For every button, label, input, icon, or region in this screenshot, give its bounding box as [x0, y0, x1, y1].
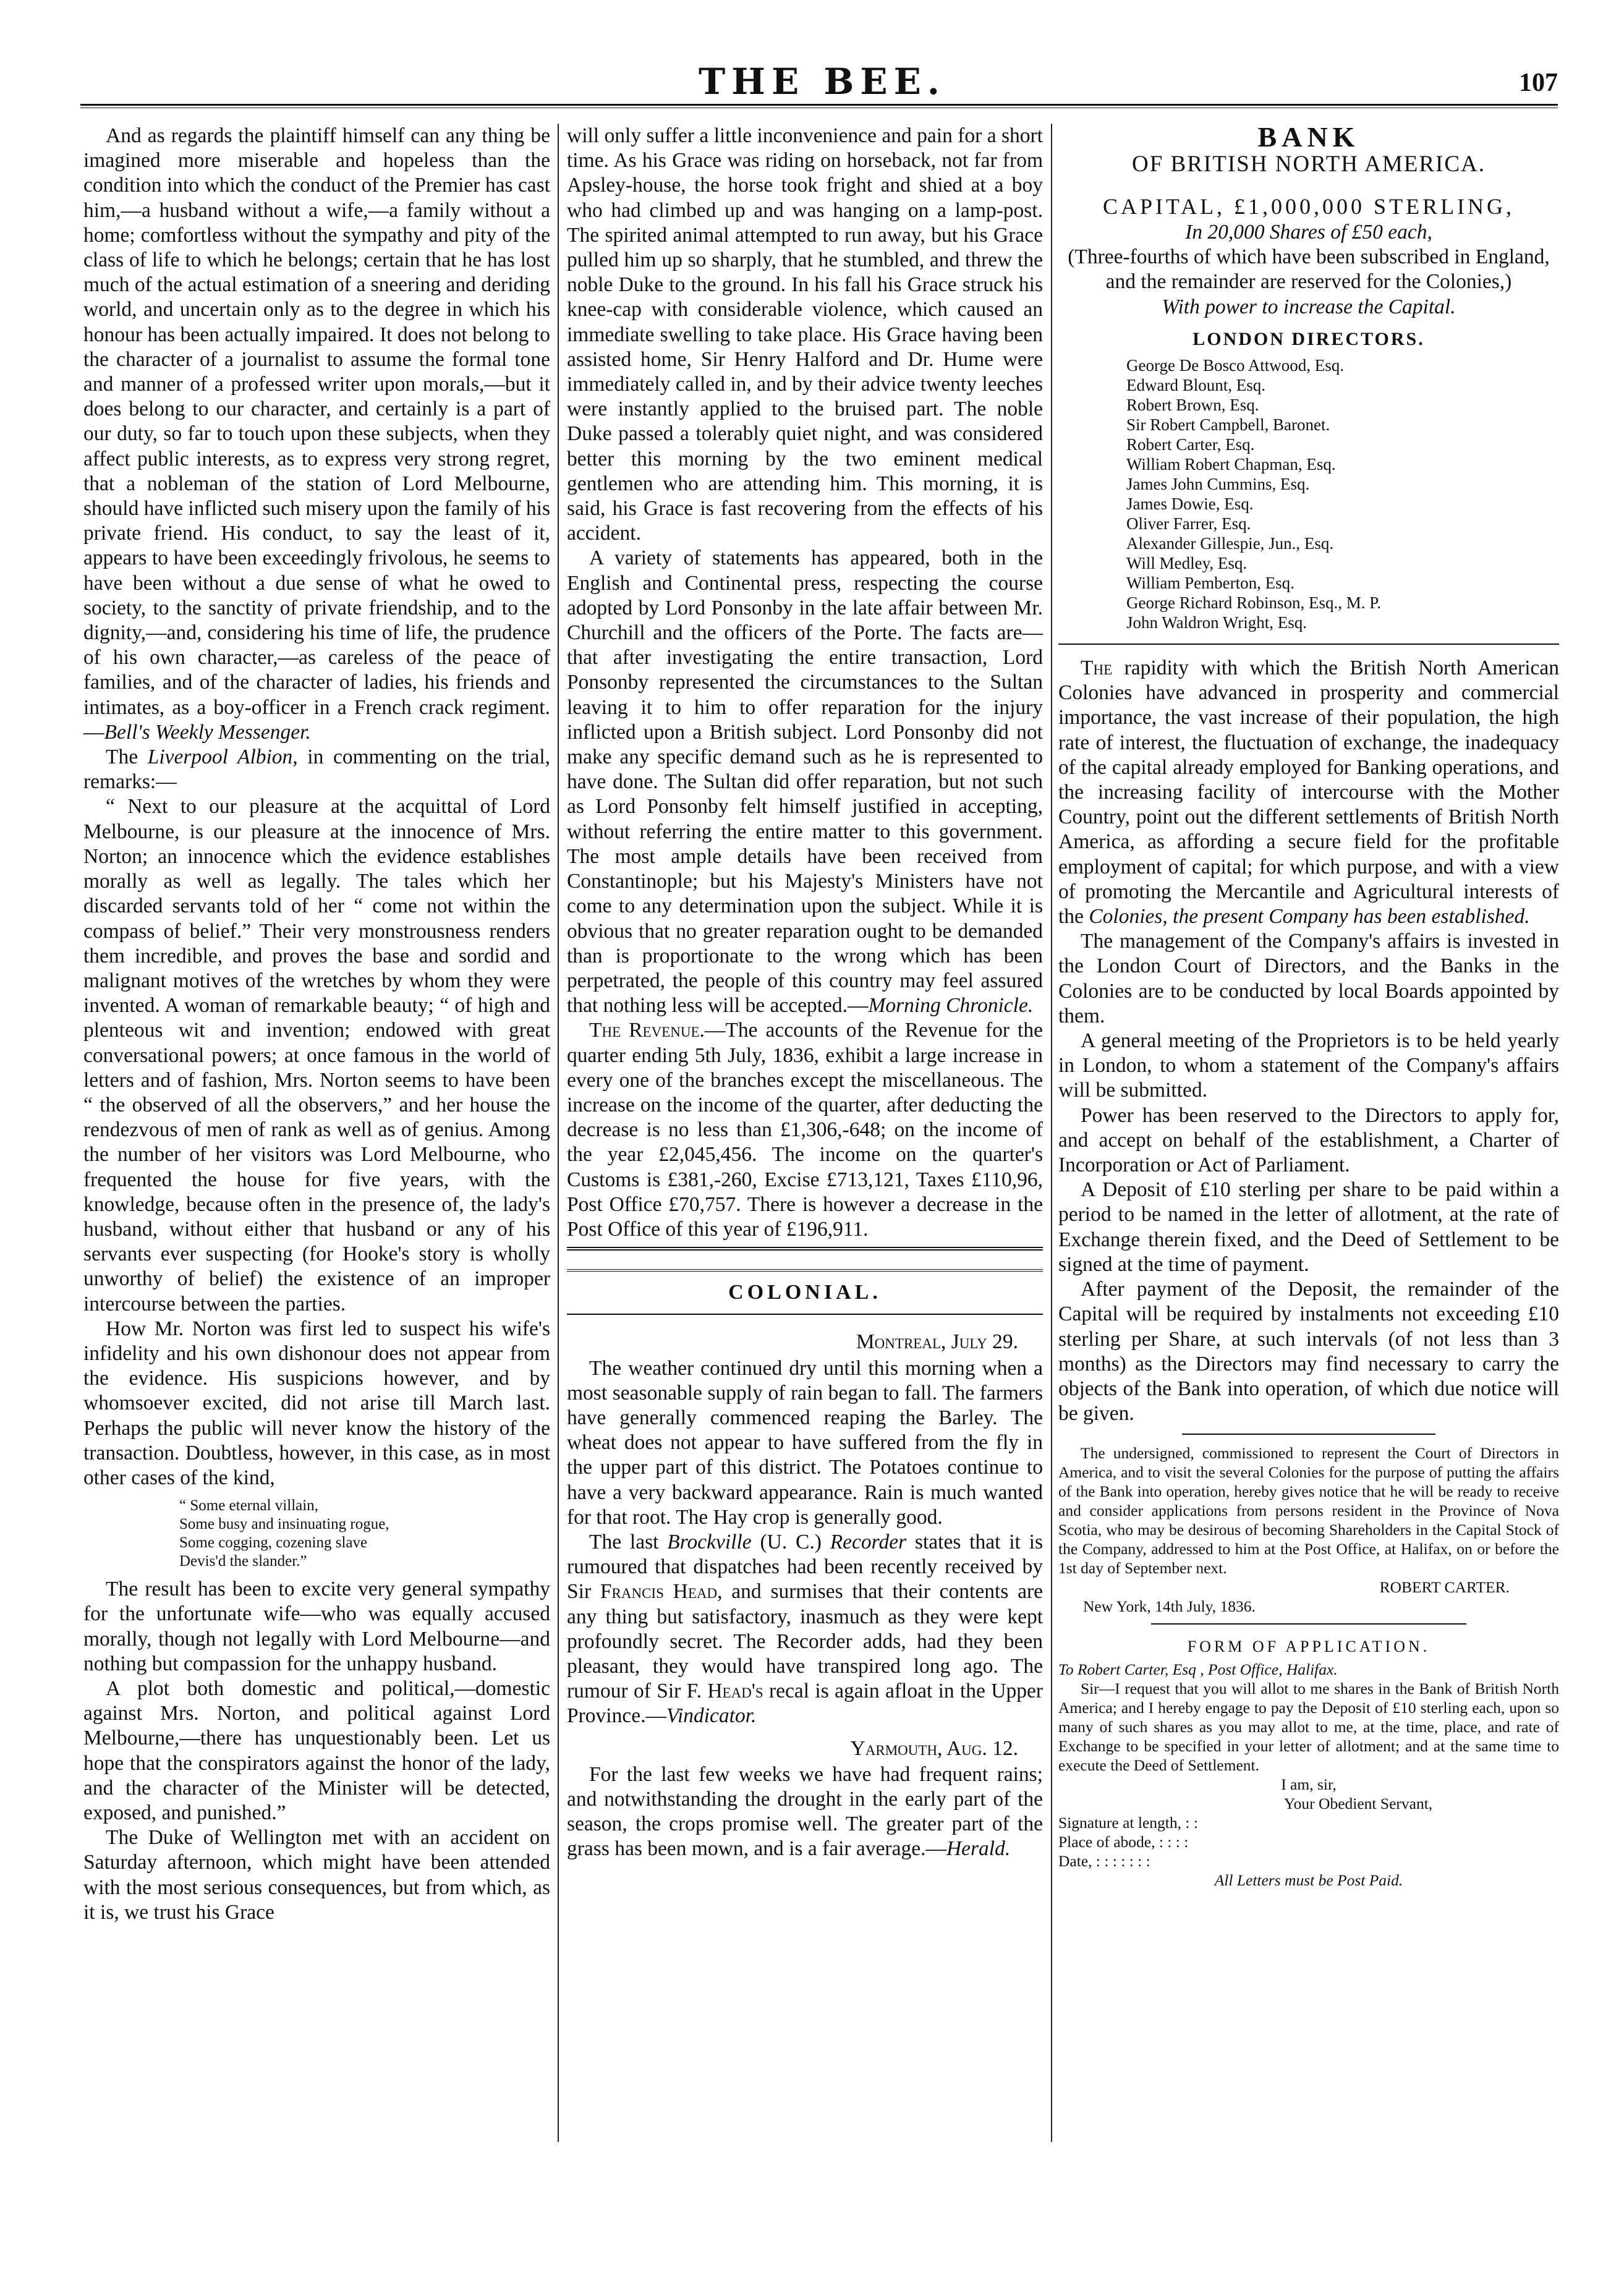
dateline: Montreal, July 29. [856, 1330, 1018, 1354]
divider [1182, 1434, 1435, 1435]
paragraph-text: For the last few weeks we have had frequent rains; and notwithstanding the drought in the early part of the season, the crops promise well. The greater part of the grass has been mown, and is a fair average.— [567, 1762, 1043, 1861]
publication-name: Recorder [830, 1530, 907, 1553]
verse-line: “ Some eternal villain, [179, 1497, 318, 1515]
paragraph-text: , and surmises that their contents are any thing but satisfactory, inasmuch as they were kept profoundly secret. The Recorder adds, had they been pleasant, they would have transpired long ago. The rumour of Sir F. [567, 1580, 1043, 1703]
shares-note: (Three-fourths of which have been subscribed in England, and the remainder are reserved for the Colonies,) [1068, 245, 1550, 294]
article-paragraph [83, 745, 550, 794]
article-paragraph [83, 124, 550, 745]
form-footer: All Letters must be Post Paid. [1214, 1871, 1403, 1890]
form-heading: FORM OF APPLICATION. [1187, 1638, 1431, 1656]
director-name: George De Bosco Attwood, Esq. [1126, 356, 1344, 375]
article-paragraph: Power has been reserved to the Directors to apply for, and accept on behalf of the establishment, a Charter of Incorporation or Act of Parliament. [1058, 1103, 1559, 1177]
divider [1058, 644, 1559, 645]
masthead [80, 61, 1564, 104]
article-paragraph: A general meeting of the Proprietors is to be held yearly in London, to whom a statement of the Company's affairs will be submitted. [1058, 1029, 1559, 1102]
director-name: Robert Carter, Esq. [1126, 435, 1255, 454]
paragraph-text: , in commenting on the trial, remarks:— [83, 746, 550, 794]
item-heading: The Revenue. [589, 1019, 705, 1042]
verse-line: Some cogging, cozening slave [179, 1534, 368, 1552]
paragraph-text: The [1081, 656, 1113, 680]
dateline: Yarmouth, Aug. 12. [850, 1736, 1018, 1760]
article-paragraph: “ Next to our pleasure at the acquittal of Lord Melbourne, is our pleasure at the innocence of Mrs. Norton; an innocence which the evidence establishes morally as well as legally. The tales which her discarded servants told of her “ come not within the compass of belief.” Their very monstrousness renders them incredible, and proves the base and sordid and malignant motives of the wretches by whom they were invented. A woman of remarkable beauty; “ of high and plenteous wit and invention; endowed with great conversational powers; at once famous in the world of letters and of fashion, Mrs. Norton seems to have been “ the observed of all the observers,” and her house the rendezvous of men of rank as well as of genius. Among the number of her visitors was Lord Melbourne, who frequented the house for five years, with the knowledge, because often in the presence of, the lady's husband, without either that husband or any of his servants ever suspecting (for Hooke's story is wholly unworthy of belief) the existence of an improper intercourse between the parties. [83, 795, 550, 1315]
bank-title: BANK [1257, 121, 1360, 153]
director-name: Robert Brown, Esq. [1126, 396, 1259, 415]
form-field: Signature at length, : : [1058, 1814, 1198, 1832]
form-closing: I am, sir, [1281, 1775, 1337, 1794]
quoted-verse [179, 1497, 550, 1571]
article-paragraph: A plot both domestic and political,—domestic against Mrs. Norton, and political against Lord Melbourne,—there has unquestionably been. Let us hope that the conspirators against the honor of the lady, and the character of the Minister will be detected, exposed, and punished.” [83, 1676, 550, 1824]
masthead-title: THE BEE. [699, 61, 946, 103]
article-paragraph: How Mr. Norton was first led to suspect his wife's infidelity and his own dishonour does not appear from the evidence. His suspicions however, and by whomsoever excited, did not arise till March last. Perhaps the public will never know the history of the transaction. Doubtless, however, in this case, as in most other cases of the kind, [83, 1317, 550, 1489]
director-name: William Robert Chapman, Esq. [1126, 455, 1336, 474]
director-name: George Richard Robinson, Esq., M. P. [1126, 593, 1381, 613]
paragraph-text: states that it is rumoured that dispatches had been recently received by Sir [567, 1530, 1043, 1604]
article-paragraph: The result has been to excite very general sympathy for the unfortunate wife—who was equally accused morally, though not legally with Lord Melbourne—and nothing but compassion for the unhappy husband. [83, 1578, 550, 1675]
notice-paragraph: The undersigned, commissioned to represent the Court of Directors in America, and to visit the several Colonies for the purpose of putting the affairs of the Bank into operation, hereby gives notice that he will be ready to receive and consider applications from persons resident in the Province of Nova Scotia, who may be desirous of becoming Shareholders in the Capital Stock of the Company, addressed to him at the Post Office, at Halifax, on or before the 1st day of September next. [1058, 1444, 1559, 1578]
article-paragraph: The management of the Company's affairs is invested in the London Court of Directors, and the Banks in the Colonies are to be conducted by local Boards appointed by them. [1058, 930, 1559, 1027]
divider [1151, 1623, 1466, 1625]
paragraph-text: Colonies, the present Company has been established. [1089, 905, 1530, 928]
power-line: With power to increase the Capital. [1162, 295, 1456, 318]
paragraph-text: —The accounts of the Revenue for the quarter ending 5th July, 1836, exhibit a large increase in every one of the branches except the miscellaneous. The increase on the income of the quarter, after deducting the decrease is no less than £1,306,-648; on the income of the year £2,045,456. The income on the quarter's Customs is £381,-260, Excise £713,121, Taxes £110,96, Post Office £70,757. There is however a decrease in the Post Office of this year of £196,911. [567, 1019, 1043, 1241]
column-3-advertisement [1058, 121, 1559, 2145]
notice-date: New York, 14th July, 1836. [1083, 1597, 1256, 1616]
verse-line: Some busy and insinuating rogue, [179, 1516, 389, 1533]
form-addressee: To Robert Carter, Esq , Post Office, Halifax. [1058, 1660, 1338, 1679]
page-number: 107 [1519, 69, 1558, 97]
director-name: Alexander Gillespie, Jun., Esq. [1126, 534, 1334, 553]
column-1 [83, 124, 550, 2145]
article-paragraph: A Deposit of £10 sterling per share to be paid within a period to be named in the letter of allotment, at the rate of Exchange therein fixed, and the Deed of Settlement to be signed at the time of payment. [1058, 1178, 1559, 1276]
paragraph-text: And as regards the plaintiff himself can any thing be imagined more miserable and hopeless than the condition into which the conduct of the Premier has cast him,—a husband without a wife,—a family without a home; comfortless without the sympathy and pity of the class of life to which he belongs; certain that he has lost much of the actual estimation of a sneering and deriding world, and uncertain only as to the degree in which his honour has been actually impaired. It does not belong to the character of a journalist to assume the formal tone and manner of a professed writer upon morals,—but it does belong to our character, and certainly is a part of our duty, so far to touch upon these subjects, when they affect public interests, as to express very strong regret, that a nobleman of the station of Lord Melbourne, should have inflicted such misery upon the family of his private friend. His conduct, to say the least of it, appears to have been exceedingly frivolous, he seems to have been without a due sense of what he owed to society, to the sanctity of private friendship, and to the dignity,—and, considering his time of life, the prudence of his own character,—as careless of the peace of families, and of the character of ladies, his friends and intimates, as a boy-officer in a French crack regiment.— [83, 124, 550, 744]
article-paragraph [567, 1018, 1043, 1242]
column-2 [567, 124, 1043, 2145]
article-paragraph: After payment of the Deposit, the remainder of the Capital will be required by instalments not exceeding £10 sterling per Share, at such intervals (of not less than 3 months) as the Directors may find necessary to carry the objects of the Bank into operation, of which due notice will be given. [1058, 1278, 1559, 1425]
article-paragraph [1058, 656, 1559, 929]
person-name: Head's [707, 1680, 763, 1703]
paragraph-text: A variety of statements has appeared, both in the English and Continental press, respecting the course adopted by Lord Ponsonby in the late affair between Mr. Churchill and the officers of the Porte. The facts are—that after investigating the entire transaction, Lord Ponsonby represented the circumstances to the Sultan leaving it to him to offer reparation for the injury inflicted upon a British subject. Lord Ponsonby did not make any specific demand such as he is represented to have done. The Sultan did offer reparation, but not such as Lord Ponsonby felt himself justified in accepting, without referring the entire matter to this government. The most ample details have been received from Constantinople; but his Majesty's Ministers have not come to any determination upon the subject. While it is obvious that no greater reparation ought to be demanded than is proportionate to the wrong which has been perpetrated, the people of this country may feel assured that nothing less will be accepted.— [567, 546, 1043, 1018]
article-paragraph [567, 546, 1043, 1018]
publication-name: Liverpool Albion [147, 746, 293, 769]
bank-subtitle: OF BRITISH NORTH AMERICA. [1132, 151, 1486, 177]
form-field: Place of abode, : : : : [1058, 1833, 1189, 1851]
article-paragraph: The weather continued dry until this morning when a most seasonable supply of rain began to fall. The farmers have generally commenced reaping the Barley. The wheat does not appear to have suffered from the fly in the upper part of this district. The Potatoes continue to have a very backward appearance. Rain is much wanted for that root. The Hay crop is generally good. [567, 1356, 1043, 1529]
notice-signer: ROBERT CARTER. [1379, 1578, 1510, 1597]
director-name: Will Medley, Esq. [1126, 554, 1248, 573]
article-paragraph: The Duke of Wellington met with an accident on Saturday afternoon, which might have been attended with the most serious consequences, but from which, as it is, we trust his Grace [83, 1826, 550, 1924]
column-divider [1051, 124, 1052, 2142]
director-name: Edward Blount, Esq. [1126, 376, 1265, 395]
director-name: John Waldron Wright, Esq. [1126, 613, 1307, 632]
director-name: Oliver Farrer, Esq. [1126, 514, 1251, 533]
masthead-rule [80, 104, 1558, 108]
paragraph-text: rapidity with which the British North American Colonies have advanced in prosperity and commercial importance, the vast increase of their population, the high rate of interest, the fluctuation of exchange, the inadequacy of the capital already employed for Banking operations, and the increasing facility of intercourse with the Mother Country, point out the different settlements of British North America, as affording a secure field for the profitable employment of capital; for which purpose, and with a view of promoting the Mercantile and Agricultural interests of the [1058, 656, 1559, 928]
form-closing: Your Obedient Servant, [1283, 1795, 1433, 1813]
column-divider [558, 124, 559, 2142]
director-name: Sir Robert Campbell, Baronet. [1126, 415, 1330, 435]
capital-line: CAPITAL, £1,000,000 STERLING, [1102, 194, 1515, 219]
article-paragraph: will only suffer a little inconvenience and pain for a short time. As his Grace was riding on horseback, not far from Apsley-house, the horse took fright and shied at a boy who had climbed up and was hanging on a lamp-post. The spirited animal attempted to run away, but his Grace pulled him up so sharply, that he stumbled, and threw the noble Duke to the ground. In his fall his Grace struck his knee-cap with considerable violence, which caused an immediate swelling to take place. His Grace having been assisted home, Sir Henry Halford and Dr. Hume were immediately called in, and by their advice twenty leeches were instantly applied to the bruised part. The noble Duke passed a tolerably quiet night, and was considered better this morning by the two eminent medical gentlemen who are attending him. This morning, it is said, his Grace is fast recovering from the effects of his accident. [567, 124, 1043, 545]
publication-name: Brockville [667, 1530, 752, 1553]
paragraph-text: The [106, 746, 148, 769]
source-credit: Bell's Weekly Messenger. [104, 720, 311, 744]
director-name: James John Cummins, Esq. [1126, 475, 1310, 494]
verse-line: Devis'd the slander.” [179, 1553, 307, 1570]
paragraph-text: recal is again afloat in the Upper Province.— [567, 1680, 1043, 1728]
section-heading-colonial: COLONIAL. [567, 1269, 1043, 1315]
source-credit: Herald. [946, 1837, 1011, 1861]
form-body: Sir—I request that you will allot to me shares in the Bank of British North America; and I hereby engage to pay the Deposit of £10 sterling each, upon so many of such shares as you may allot to me, at the time, place, and rate of Exchange to be specified in your letter of allotment; and at the same time to execute the Deed of Settlement. [1058, 1680, 1559, 1775]
source-credit: Vindicator. [666, 1704, 757, 1728]
paragraph-text: (U. C.) [751, 1530, 830, 1553]
shares-line: In 20,000 Shares of £50 each, [1185, 221, 1432, 244]
form-field: Date, : : : : : : : [1058, 1852, 1150, 1871]
directors-heading: LONDON DIRECTORS. [1192, 328, 1425, 349]
directors-list [1126, 355, 1559, 632]
article-paragraph [567, 1762, 1043, 1862]
person-name: Francis Head [600, 1580, 718, 1604]
source-credit: Morning Chronicle. [868, 994, 1034, 1018]
paragraph-text: The last [589, 1530, 668, 1553]
director-name: William Pemberton, Esq. [1126, 574, 1295, 593]
article-paragraph [567, 1530, 1043, 1729]
director-name: James Dowie, Esq. [1126, 495, 1254, 514]
section-rule [567, 1247, 1043, 1251]
